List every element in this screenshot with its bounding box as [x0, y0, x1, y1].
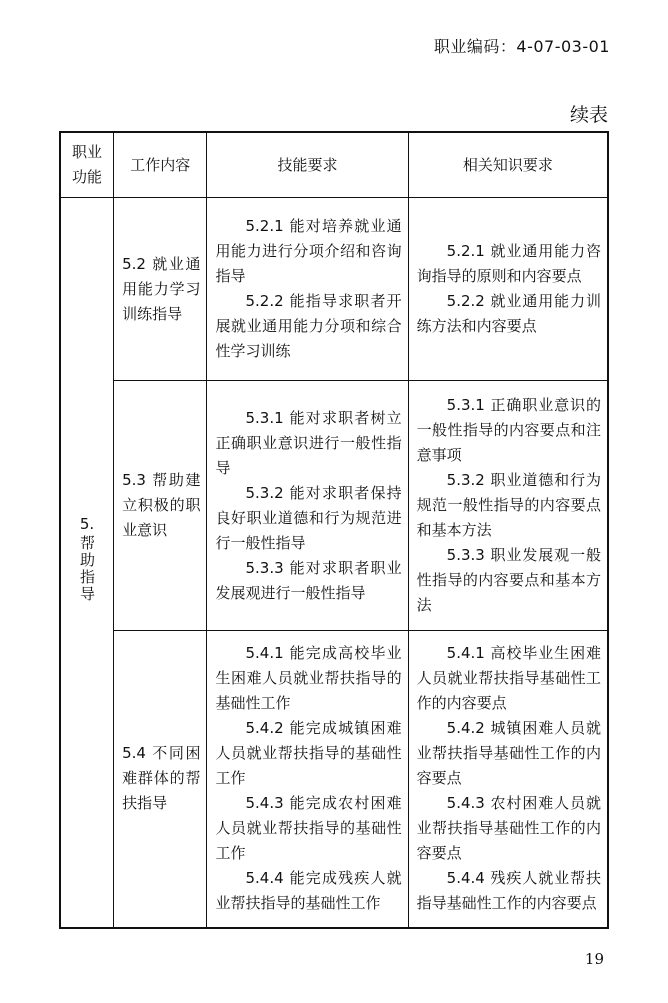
- knowledge-item: 5.4.3 农村困难人员就业帮扶指导基础性工作的内容要点: [416, 794, 601, 863]
- skill-item: 5.4.4 能完成残疾人就业帮扶指导的基础性工作: [215, 869, 402, 913]
- header-function: 职业 功能: [60, 132, 114, 198]
- skill-item: 5.4.2 能完成城镇困难人员就业帮扶指导的基础性工作: [215, 719, 402, 788]
- skill-item: 5.4.3 能完成农村困难人员就业帮扶指导的基础性工作: [215, 794, 402, 863]
- occupation-code: 职业编码：4-07-03-01: [433, 37, 610, 56]
- skills-table: [59, 131, 609, 929]
- table-row: [60, 631, 608, 928]
- knowledge-item: 5.4.1 高校毕业生困难人员就业帮扶指导基础性工作的内容要点: [416, 644, 601, 713]
- function-number: 5.: [79, 515, 95, 534]
- knowledge-item: 5.4.4 残疾人就业帮扶指导基础性工作的内容要点: [416, 869, 601, 913]
- function-cell: [60, 198, 114, 928]
- skill-item: 5.2.1 能对培养就业通用能力进行分项介绍和咨询指导: [215, 217, 402, 285]
- header-knowledge-requirements: 相关知识要求: [408, 132, 608, 198]
- table-header-row: [60, 132, 608, 198]
- work-content-cell: 5.4 不同困难群体的帮扶指导: [114, 631, 207, 928]
- knowledge-cell: [408, 631, 608, 928]
- skill-item: 5.3.1 能对求职者树立正确职业意识进行一般性指导: [215, 408, 402, 477]
- table-row: [60, 381, 608, 631]
- work-content-cell: 5.2 就业通用能力学习训练指导: [114, 198, 207, 381]
- knowledge-item: 5.3.1 正确职业意识的一般性指导的内容要点和注意事项: [416, 396, 601, 464]
- skill-item: 5.3.2 能对求职者保持良好职业道德和行为规范进行一般性指导: [215, 483, 402, 552]
- skill-item: 5.4.1 能完成高校毕业生困难人员就业帮扶指导的基础性工作: [215, 644, 402, 713]
- skill-item: 5.2.2 能指导求职者开展就业通用能力分项和综合性学习训练: [215, 292, 402, 360]
- skill-item: 5.3.3 能对求职者职业发展观进行一般性指导: [215, 558, 402, 602]
- knowledge-item: 5.4.2 城镇困难人员就业帮扶指导基础性工作的内容要点: [416, 719, 601, 788]
- skills-cell: [207, 631, 408, 928]
- skills-cell: [207, 198, 408, 381]
- page-number: 19: [584, 950, 604, 968]
- knowledge-item: 5.3.2 职业道德和行为规范一般性指导的内容要点和基本方法: [416, 471, 601, 539]
- skills-cell: [207, 381, 408, 631]
- knowledge-cell: [408, 381, 608, 631]
- header-work-content: 工作内容: [114, 132, 207, 198]
- function-name: 帮助指导: [78, 535, 97, 604]
- knowledge-item: 5.3.3 职业发展观一般性指导的内容要点和基本方法: [416, 546, 601, 614]
- continued-label: 续表: [569, 104, 608, 126]
- knowledge-item: 5.2.2 就业通用能力训练方法和内容要点: [416, 292, 601, 335]
- table-row: [60, 198, 608, 381]
- knowledge-item: 5.2.1 就业通用能力咨询指导的原则和内容要点: [416, 242, 601, 285]
- header-skill-requirements: 技能要求: [207, 132, 408, 198]
- work-content-cell: 5.3 帮助建立积极的职业意识: [114, 381, 207, 631]
- knowledge-cell: [408, 198, 608, 381]
